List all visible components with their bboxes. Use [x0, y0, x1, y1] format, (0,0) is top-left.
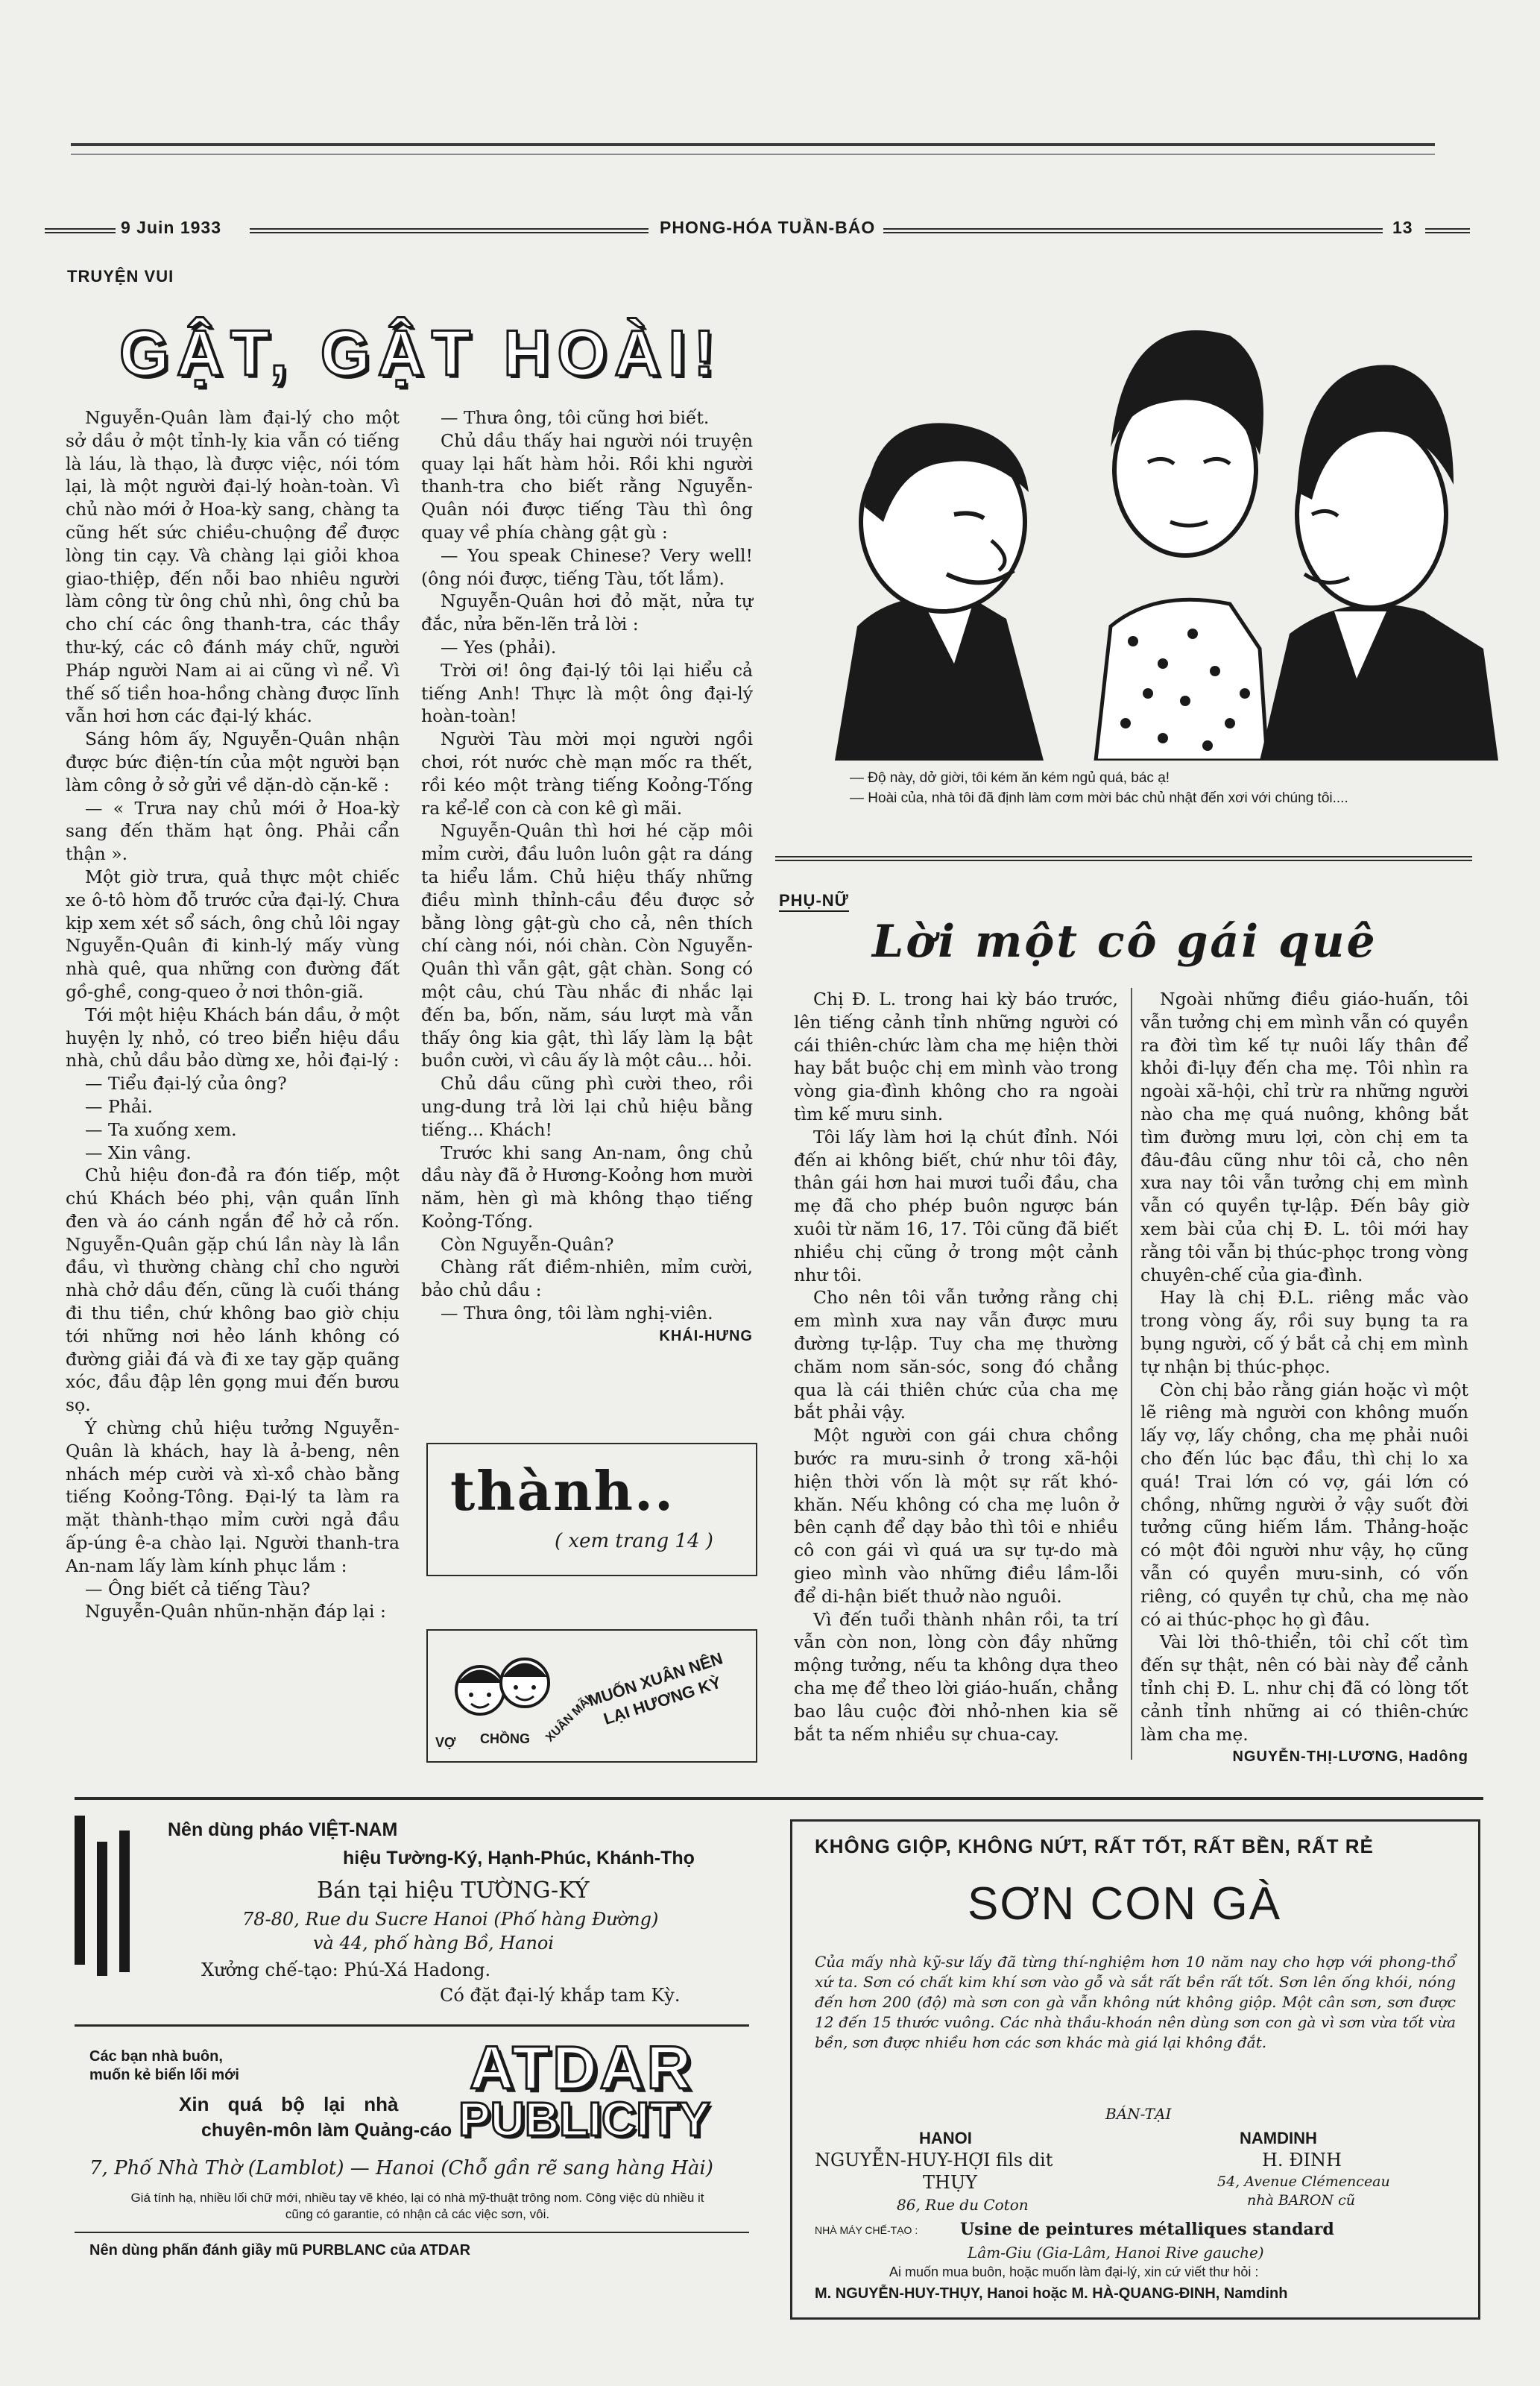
header-rule-mid1 [250, 228, 648, 233]
ad-son-body: Của mấy nhà kỹ-sư lấy đã từng thí-nghiệm hơn 10 năm nay cho hợp với phong-thổ xứ ta. Sơn có chất kim khí sơn vào gỗ và sắt rất bền rất tốt. Sơn lên ống khói, nóng đến hơn 200 (độ) mà sơn con gà vẫn không nứt không giộp. Một cân sơn, sơn được 12 đến 15 thước vuông. Các nhà thầu-khoán nên dùng sơn con gà vì sơn vừa tốt vừa bền, sơn được nhiều hơn các sơn khác mà giá lại không đắt. [815, 1953, 1456, 2051]
story-column-1 [66, 406, 400, 1623]
ad-son-nd-1: H. ĐINH [1262, 2150, 1342, 2171]
header-rule-mid2 [883, 228, 1383, 233]
ad-son-names: M. NGUYỄN-HUY-THỤY, Hanoi hoặc M. HÀ-QUANG-ĐINH, Namdinh [815, 2285, 1288, 2302]
phunu-para: Còn chị bảo rằng gián hoặc vì một lẽ riêng mà người con không muốn lấy vợ, lấy chồng, cha mẹ phải nuôi cho đến lúc bạc đầu, thì chị lo xa quá! Trai lớn có vợ, gái lớn có chồng, những người ở vậy suốt đời tưởng cũng hiếm lắm. Thảng-hoặc có một đôi người như vậy, họ cũng vẫn có quyền mưu-sinh, có vốn riêng, có quyền tự chủ, cha mẹ nào có ai thúc-phọc họ gì đâu. [1140, 1379, 1468, 1630]
phunu-column-1 [794, 988, 1118, 1746]
phunu-title: Lời một cô gái quê [872, 916, 1378, 968]
ad-son-nd-2: 54, Avenue Clémenceau [1217, 2173, 1390, 2190]
ad-phao-line4: 78-80, Rue du Sucre Hanoi (Phố hàng Đường) [242, 1909, 659, 1930]
phunu-para: Tôi lấy làm hơi lạ chút đỉnh. Nói đến ai không biết, chứ như tôi đây, thân gái hơn hai mươi tuổi đầu, cha mẹ đã cho phép buôn ngược bán xuôi từ năm 16, 17. Tôi cũng đã biết nhiều chị cũng ở trong một cảnh như tôi. [794, 1126, 1118, 1285]
ad-son-nd-3: nhà BARON cũ [1247, 2192, 1355, 2209]
brand-left: VỢ [435, 1735, 456, 1750]
story-para: Nguyễn-Quân thì hơi hé cặp môi mỉm cười, đầu luôn luôn gật ra dáng ta hiểu lắm. Chủ hiệu thấy những điều mình thỉnh-cầu đều được sở bằng lòng gật-gù cho cả, nên thích chí càng nói, nói chàn. Còn Nguyễn-Quân thì vẫn gật, gật chàn. Song có một câu, chú Tàu nhắc đi nhắc lại đến ba, bốn, năm, sáu lượt mà vẫn thấy ông kia gật, thì lấy làm lạ bật buồn cười, vì câu ấy là một câu... hỏi. [421, 820, 753, 1071]
story-para: Ý chừng chủ hiệu tưởng Nguyễn-Quân là khách, hay là ả-beng, nên nhách mép cười và xì-xồ chào bằng tiếng Koỏng-Tông. Đại-lý ta làm ra mặt thành-thạo mỉm cười ngả đầu ấp-úng ê-a chào lại. Người thanh-tra An-nam lấy làm kính phục lắm : [66, 1417, 400, 1576]
ad-atdar-address: 7, Phố Nhà Thờ (Lamblot) — Hanoi (Chỗ gần rẽ sang hàng Hài) [89, 2157, 713, 2179]
section-divider [775, 856, 1472, 861]
story-para: Chàng rất điềm-nhiên, mỉm cười, bảo chủ dầu : [421, 1256, 753, 1301]
ads-top-border [75, 1797, 1483, 1800]
ad-atdar-logo2: PUBLICITY [458, 2092, 710, 2146]
woman-body [1096, 599, 1267, 761]
phunu-para: Vài lời thô-thiển, tôi chỉ cốt tìm đến sự thật, nên có bài này để cảnh tỉnh chị Đ. L. như chị đã có lòng tốt cảnh tỉnh những ai có thiên-chức làm cha mẹ. [1140, 1631, 1468, 1745]
story-para: Nguyễn-Quân hơi đỏ mặt, nửa tự đắc, nửa bẽn-lẽn trả lời : [421, 591, 753, 635]
story-para: Sáng hôm ấy, Nguyễn-Quân nhận được bức điện-tín của một người bạn làm công ở sở gửi về dặn-dò cặn-kẽ : [66, 728, 400, 796]
phunu-para: Cho nên tôi vẫn tưởng rằng chị em mình xưa nay vẫn được mưu đường tự-lập. Tuy cha mẹ thường chăm nom săn-sóc, song đó chẳng qua là cái thiên chức của cha mẹ bắt phải vậy. [794, 1287, 1118, 1423]
story-para: — Thưa ông, tôi làm nghị-viên. [441, 1303, 713, 1324]
story-para: — Ta xuống xem. [85, 1118, 237, 1140]
ad-atdar-fine: Giá tính hạ, nhiều lối chữ mới, nhiều tay vẽ khéo, lại có nhà mỹ-thuật trông nom. Công việc dù nhiều it cũng có garantie, có nhận cả các việc sơn, vôi. [130, 2191, 704, 2221]
story-para: — « Trưa nay chủ mới ở Hoa-kỳ sang đến thăm hạt ông. Phải cẩn thận ». [66, 797, 400, 865]
ad-atdar-rule [75, 2232, 749, 2233]
page-number: 13 [1392, 218, 1413, 237]
phunu-para: Chị Đ. L. trong hai kỳ báo trước, lên tiếng cảnh tỉnh những người có cái thiên-chức làm cha mẹ hiện thời hay bắt buộc chị em mình vào trong vòng gia-đình không cho ra ngoài tìm kế mưu sinh. [794, 989, 1118, 1124]
ad-atdar-lead1: Các bạn nhà buôn, [89, 2048, 223, 2065]
ad-son-hanoi-2: THỤY [923, 2172, 978, 2193]
phunu-kicker: PHỤ-NỮ [779, 891, 849, 912]
story-para: — Thưa ông, tôi cũng hơi biết. [441, 407, 710, 428]
phunu-para: Ngoài những điều giáo-huấn, tôi vẫn tưởng chị em mình vẫn có quyền ra đời tìm kế tự nuôi lấy thân để khỏi đi-lụy đến cha mẹ. Tôi nhìn ra ngoài xã-hội, chỉ trừ ra những người nào cha mẹ quá nuông, không bắt tìm đường mưu lợi, còn chị em ta đâu-đâu cũng như tôi cả, cho nên xưa nay tôi vẫn tưởng chị em mình vẫn có quyền tự-lập. Đến bây giờ xem bài của chị Đ. L. tôi mới hay rằng tôi vẫn bị thúc-phọc trong vòng chuyên-chế của gia-đình. [1140, 989, 1468, 1285]
ad-phao-line7: Có đặt đại-lý khắp tam Kỳ. [440, 1985, 681, 2006]
story-para: — Tiểu đại-lý của ông? [85, 1073, 287, 1095]
story-para: Còn Nguyễn-Quân? [441, 1233, 614, 1255]
story-para: — Yes (phải). [441, 636, 557, 658]
story-para: Chủ hiệu đon-đả ra đón tiếp, một chú Khách béo phị, vận quần lĩnh đen và áo cánh ngắn để hở cả rốn. Nguyễn-Quân gặp chú lần này là lần đầu, vì thường chàng chỉ cho người nhà chở dầu đến, cũng là cuối tháng đi thu tiền, chứ không bao giờ chịu tới những nơi hẻo lánh không có đường giải đá và đi xe tay gặp quãng xóc, đầu đập lên gọng mui đến bươu sọ. [66, 1165, 400, 1416]
story-para: — Xin vâng. [85, 1142, 192, 1163]
story-column-2 [421, 406, 753, 1348]
ad-phao-line1: Nên dùng pháo VIỆT-NAM [168, 1819, 398, 1840]
ad-son-title: SƠN CON GÀ [968, 1878, 1282, 1930]
cartoon-illustration [812, 276, 1506, 761]
ad-phao-bar-2 [97, 1842, 107, 1976]
phunu-author: NGUYỄN-THỊ-LƯƠNG, Hadông [1232, 1748, 1468, 1766]
paper-name: PHONG-HÓA TUẦN-BÁO [660, 218, 876, 237]
ad-atdar [75, 2032, 749, 2315]
cartoon-caption-1: — Độ này, dở giời, tôi kém ăn kém ngủ quá, bác ạ! [850, 770, 1170, 786]
story-para: Một giờ trưa, quả thực một chiếc xe ô-tô hòm đỗ trước cửa đại-lý. Chưa kịp xem xét sổ sách, ông chủ lôi ngay Nguyễn-Quân đi kinh-lý mấy vùng nhà quê, qua những con đường đất gồ-ghề, cong-queo ở nơi thôn-giã. [66, 866, 400, 1002]
brand-mid: CHỒNG [480, 1731, 530, 1746]
ad-atdar-lead4: chuyên-môn làm Quảng-cáo [201, 2120, 452, 2141]
ad-son-factory: Usine de peintures métalliques standard [960, 2220, 1334, 2239]
story-para: Tới một hiệu Khách bán dầu, ở một huyện lỵ nhỏ, có treo biển hiệu dầu nhà, chủ dầu bảo dừng xe, hỏi đại-lý : [66, 1004, 400, 1071]
teaser-word: thành.. [450, 1459, 675, 1523]
ad-son-factory-label: NHÀ MÁY CHẾ-TẠO : [815, 2224, 918, 2236]
header-rule-right [1425, 228, 1470, 233]
story-para: — Phải. [85, 1095, 153, 1117]
story-para: Nguyễn-Quân nhũn-nhặn đáp lại : [85, 1601, 386, 1622]
ad-phao-line5: và 44, phố hàng Bồ, Hanoi [313, 1933, 555, 1954]
header-rule-left [45, 228, 116, 233]
ad-son-hanoi-3: 86, Rue du Coton [897, 2196, 1029, 2214]
ad-phao-line6: Xưởng chế-tạo: Phú-Xá Hadong. [201, 1960, 491, 1980]
ad-son-slogan: KHÔNG GIỘP, KHÔNG NỨT, RẤT TỐT, RẤT BỀN, RẤT RẺ [815, 1835, 1374, 1857]
phunu-para: Vì đến tuổi thành nhân rồi, ta trí vẫn còn non, lòng còn đầy những mộng tưởng, nếu ta không dựa theo cha mẹ để theo lời giáo-huấn, chẳng bao lâu cuộc đời nhỏ-nhen kia sẽ bắt ta nếm nhiều sự chua-cay. [794, 1608, 1118, 1745]
issue-date: 9 Juin 1933 [121, 218, 222, 237]
story-para: Nguyễn-Quân làm đại-lý cho một sở dầu ở một tỉnh-lỵ kia vẫn có tiếng là láu, là thạo, là được việc, nói tóm lại, là một người đại-lý hoàn-toàn. Vì chủ nào mới ở Hoa-kỳ sang, chàng ta cũng hết sức chiều-chuộng để được lòng tin cạy. Và chàng lại giỏi khoa giao-thiệp, đến nỗi bao nhiêu người làm công từ ông chủ nhì, ông chủ ba cho chí các ông thanh-tra, các thầy thư-ký, các cô đánh máy chữ, người Pháp người Nam ai ai cũng vì nể. Vì thế số tiền hoa-hồng chàng được lĩnh vẫn hơi hơn các đại-lý khác. [66, 407, 400, 727]
ad-son-contact: Ai muốn mua buôn, hoặc muốn làm đại-lý, xin cứ viết thư hỏi : [889, 2264, 1259, 2279]
phunu-para: Hay là chị Đ.L. riêng mắc vào trong vòng ấy, rồi suy bụng ta ra bụng người, cố ý bắt cả chị em mình tự nhận bị thúc-phọc. [1140, 1287, 1468, 1377]
story-author: KHÁI-HƯNG [659, 1327, 753, 1344]
story-para: Chủ dầu thấy hai người nói truyện quay lại hất hàm hỏi. Rồi khi người thanh-tra cho biết rằng Nguyễn-Quân nói được tiếng Tàu thì ông quay về phía chàng gật gù : [421, 429, 753, 543]
ad-phao-bar-3 [119, 1831, 130, 1972]
brand-mid2: XUÂN MÃI [543, 1693, 595, 1745]
story-para: Trước khi sang An-nam, ông chủ dầu này đã ở Hương-Koỏng hơn mười năm, hèn gì mà không thạo tiếng Koỏng-Tống. [421, 1142, 753, 1232]
ad-phao-line3: Bán tại hiệu TƯỜNG-KÝ [317, 1877, 590, 1904]
ad-atdar-lead2: muốn kẻ biển lối mới [89, 2067, 239, 2083]
story-title: GẬT, GẬT HOÀI! [119, 318, 722, 389]
ad-son-hanoi-heading: HANOI [919, 2129, 972, 2147]
cartoon-captions [820, 768, 1476, 808]
story-para: — You speak Chinese? Very well! (ông nói được, tiếng Tàu, tốt lắm). [421, 544, 753, 589]
brand-text: MUỐN XUÂN NÊN LẠI HƯƠNG KỲ [585, 1649, 725, 1729]
ad-son-bantai: BÁN-TẠI [1105, 2105, 1172, 2123]
story-para: — Ông biết cả tiếng Tàu? [85, 1578, 311, 1599]
cartoon-caption-2: — Hoài của, nhà tôi đã định làm cơm mời bác chủ nhật đến xơi với chúng tôi.... [850, 790, 1348, 806]
top-border-line [71, 143, 1435, 155]
ad-son [790, 1819, 1480, 2320]
teaser-box [426, 1443, 757, 1576]
ad-divider [75, 2024, 749, 2027]
brand-box [426, 1629, 757, 1763]
ad-son-nd-heading: NAMDINH [1240, 2129, 1317, 2147]
ad-phao [75, 1812, 749, 2013]
ad-atdar-lead3: Xin quá bộ lại nhà [179, 2093, 399, 2115]
phunu-column-divider [1131, 988, 1132, 1760]
phunu-para: Một người con gái chưa chồng bước ra mưu-sinh ở trong xã-hội hiện thời vốn là một sự rất khó-khăn. Nếu không có cha mẹ luôn ở bên cạnh để dạy bảo thì tôi e nhiều cô con gái vì quá ưa sự tự-do mà gieo mình vào những điều lầm-lỗi để di-hận biết thuở nào nguôi. [794, 1425, 1118, 1607]
teaser-note: ( xem trang 14 ) [555, 1530, 713, 1552]
ad-phao-bar-1 [75, 1816, 85, 1965]
story-para: Trời ơi! ông đại-lý tôi lại hiểu cả tiếng Anh! Thực là một ông đại-lý hoàn-toàn! [421, 659, 753, 727]
ad-son-factory-addr: Lâm-Giu (Gia-Lâm, Hanoi Rive gauche) [968, 2244, 1264, 2261]
story-para: Chủ dầu cũng phì cười theo, rồi ung-dung trả lời lại chủ hiệu bằng tiếng... Khách! [421, 1073, 753, 1140]
ad-phao-line2: hiệu Tường-Ký, Hạnh-Phúc, Khánh-Thọ [343, 1848, 695, 1869]
story-para: Người Tàu mời mọi người ngồi chơi, rót nước chè mạn mốc ra thết, rồi kéo một tràng tiếng Koỏng-Tống ra kể-lể con cà con kê gì mãi. [421, 728, 753, 819]
phunu-column-2 [1140, 988, 1468, 1769]
ad-son-hanoi-1: NGUYỄN-HUY-HỢI fils dit [815, 2150, 1053, 2171]
ad-atdar-footer: Nên dùng phấn đánh giầy mũ PURBLANC của ATDAR [89, 2242, 471, 2258]
ad-atdar-logo1: ATDAR [470, 2034, 694, 2102]
story-kicker: TRUYỆN VUI [67, 267, 174, 286]
